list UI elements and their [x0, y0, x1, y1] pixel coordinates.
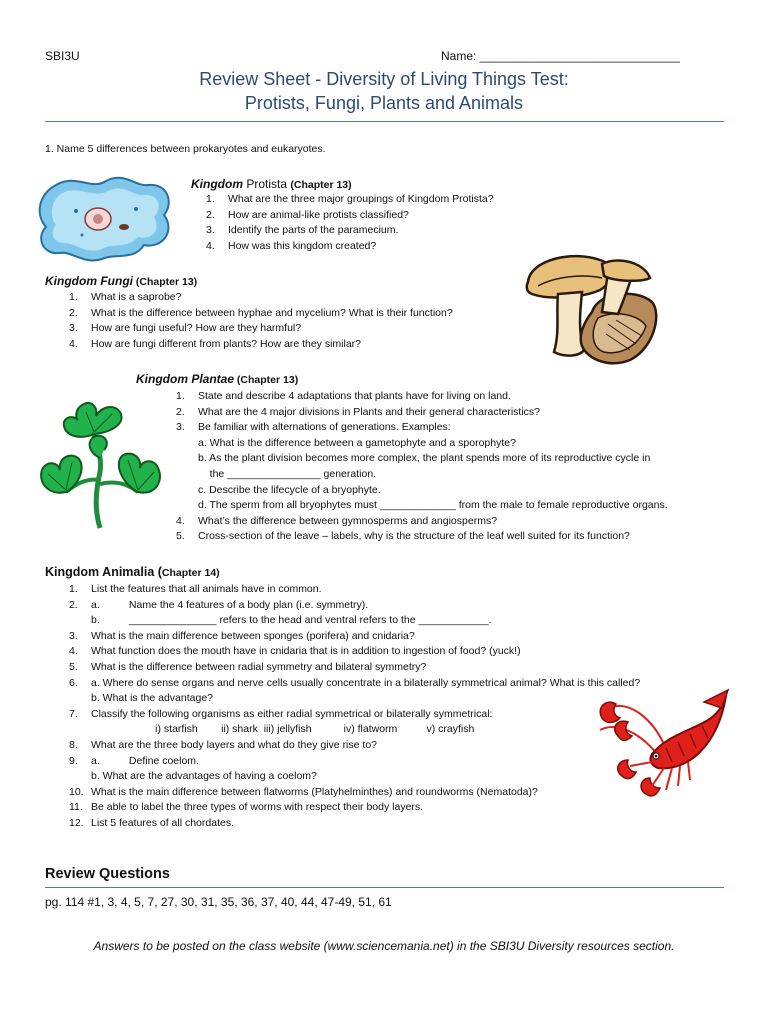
protista-heading [191, 177, 352, 191]
animalia-question-list [69, 582, 641, 832]
list-item: b. _______________ refers to the head and ventral refers to the ____________. [91, 614, 492, 627]
list-item: b. What are the advantages of having a coelom? [91, 770, 317, 783]
list-item: 3. Identify the parts of the paramecium. [206, 224, 399, 237]
list-item: 5. Cross-section of the leave – labels, why is the structure of the leaf well suited for its function? [176, 530, 630, 543]
list-item: 3. What is the main difference between sponges (porifera) and cnidaria? [69, 629, 415, 642]
plantae-question-list [176, 389, 668, 545]
list-item: 1. State and describe 4 adaptations that plants have for living on land. [176, 390, 511, 402]
list-item: 2. How are animal-like protists classified? [206, 208, 409, 221]
name-field-label: Name: ______________________________ [441, 49, 680, 63]
list-item: a. What is the difference between a gametophyte and a sporophyte? [198, 436, 516, 449]
clover-plant-illustration [36, 400, 164, 532]
list-item: c. Describe the lifecycle of a bryophyte. [198, 483, 381, 496]
plantae-heading: Kingdom Plantae (Chapter 13) [136, 372, 299, 386]
page-title-line-2: Protists, Fungi, Plants and Animals [244, 93, 524, 113]
list-item: 1. What are the three major groupings of Kingdom Protista? [206, 193, 494, 205]
list-item: 8. What are the three body layers and what do they give rise to? [69, 738, 377, 751]
question-1: 1. Name 5 differences between prokaryotes and eukaryotes. [45, 143, 326, 155]
protista-name: Protista [243, 177, 291, 191]
animalia-heading: Kingdom Animalia (Chapter 14) [45, 565, 220, 579]
mushroom-illustration [526, 252, 660, 370]
list-item: 4. What function does the mouth have in cnidaria that is in addition to ingestion of food? (yuck!) [69, 645, 521, 658]
list-item: 7. Classify the following organisms as either radial symmetrical or bilaterally symmetrical: [69, 707, 493, 720]
protista-chapter: (Chapter 13) [290, 179, 352, 191]
list-item: 6. a. Where do sense organs and nerve cells usually concentrate in a bilaterally symmetrical animal? What is this called? [69, 676, 641, 689]
protista-question-list [206, 192, 494, 254]
list-item: d. The sperm from all bryophytes must _____________ from the male to female reproductive organs. [198, 499, 668, 512]
amoeba-illustration [36, 173, 176, 265]
list-item: 1. What is a saprobe? [69, 291, 182, 303]
list-item: b. What is the advantage? [91, 692, 213, 705]
list-item: 2. a. Name the 4 features of a body plan (i.e. symmetry). [69, 598, 369, 611]
footer-note: Answers to be posted on the class website (www.sciencemania.net) in the SBI3U Diversity resources section. [93, 939, 675, 953]
list-item: 12. List 5 features of all chordates. [69, 816, 234, 829]
fungi-heading: Kingdom Fungi (Chapter 13) [45, 274, 198, 288]
list-item: 11. Be able to label the three types of worms with respect their body layers. [69, 801, 424, 814]
protista-kingdom-word: Kingdom [191, 177, 243, 191]
fungi-question-list [69, 290, 453, 352]
review-divider [45, 887, 724, 888]
list-item: b. As the plant division becomes more complex, the plant spends more of its reproductive cycle in [198, 452, 651, 465]
list-item: 10. What is the main difference between flatworms (Platyhelminthes) and roundworms (Nematoda)? [69, 785, 538, 798]
list-item: 9. a. Define coelom. [69, 754, 199, 767]
list-item: 5. What is the difference between radial symmetry and bilateral symmetry? [69, 660, 427, 673]
review-questions-heading: Review Questions [45, 866, 170, 882]
course-code: SBI3U [45, 49, 80, 63]
list-item: 4. How was this kingdom created? [206, 239, 377, 252]
list-item: 3. How are fungi useful? How are they harmful? [69, 322, 302, 335]
list-item: 1. List the features that all animals have in common. [69, 583, 322, 595]
list-item: 4. What’s the difference between gymnosperms and angiosperms? [176, 514, 498, 527]
review-questions-pages: pg. 114 #1, 3, 4, 5, 7, 27, 30, 31, 35, 36, 37, 40, 44, 47-49, 51, 61 [45, 895, 392, 909]
shrimp-illustration [596, 690, 728, 814]
list-item: 2. What are the 4 major divisions in Plants and their general characteristics? [176, 405, 540, 418]
list-item: 3. Be familiar with alternations of generations. Examples: [176, 421, 451, 434]
title-divider [45, 121, 724, 122]
page-title-line-1: Review Sheet - Diversity of Living Things Test: [199, 69, 569, 89]
list-item: i) starfish ii) shark iii) jellyfish iv) flatworm v) crayfish [91, 723, 475, 736]
list-item: 4. How are fungi different from plants? How are they similar? [69, 337, 362, 350]
list-item: the ________________ generation. [198, 467, 377, 480]
list-item: 2. What is the difference between hyphae and mycelium? What is their function? [69, 306, 453, 319]
